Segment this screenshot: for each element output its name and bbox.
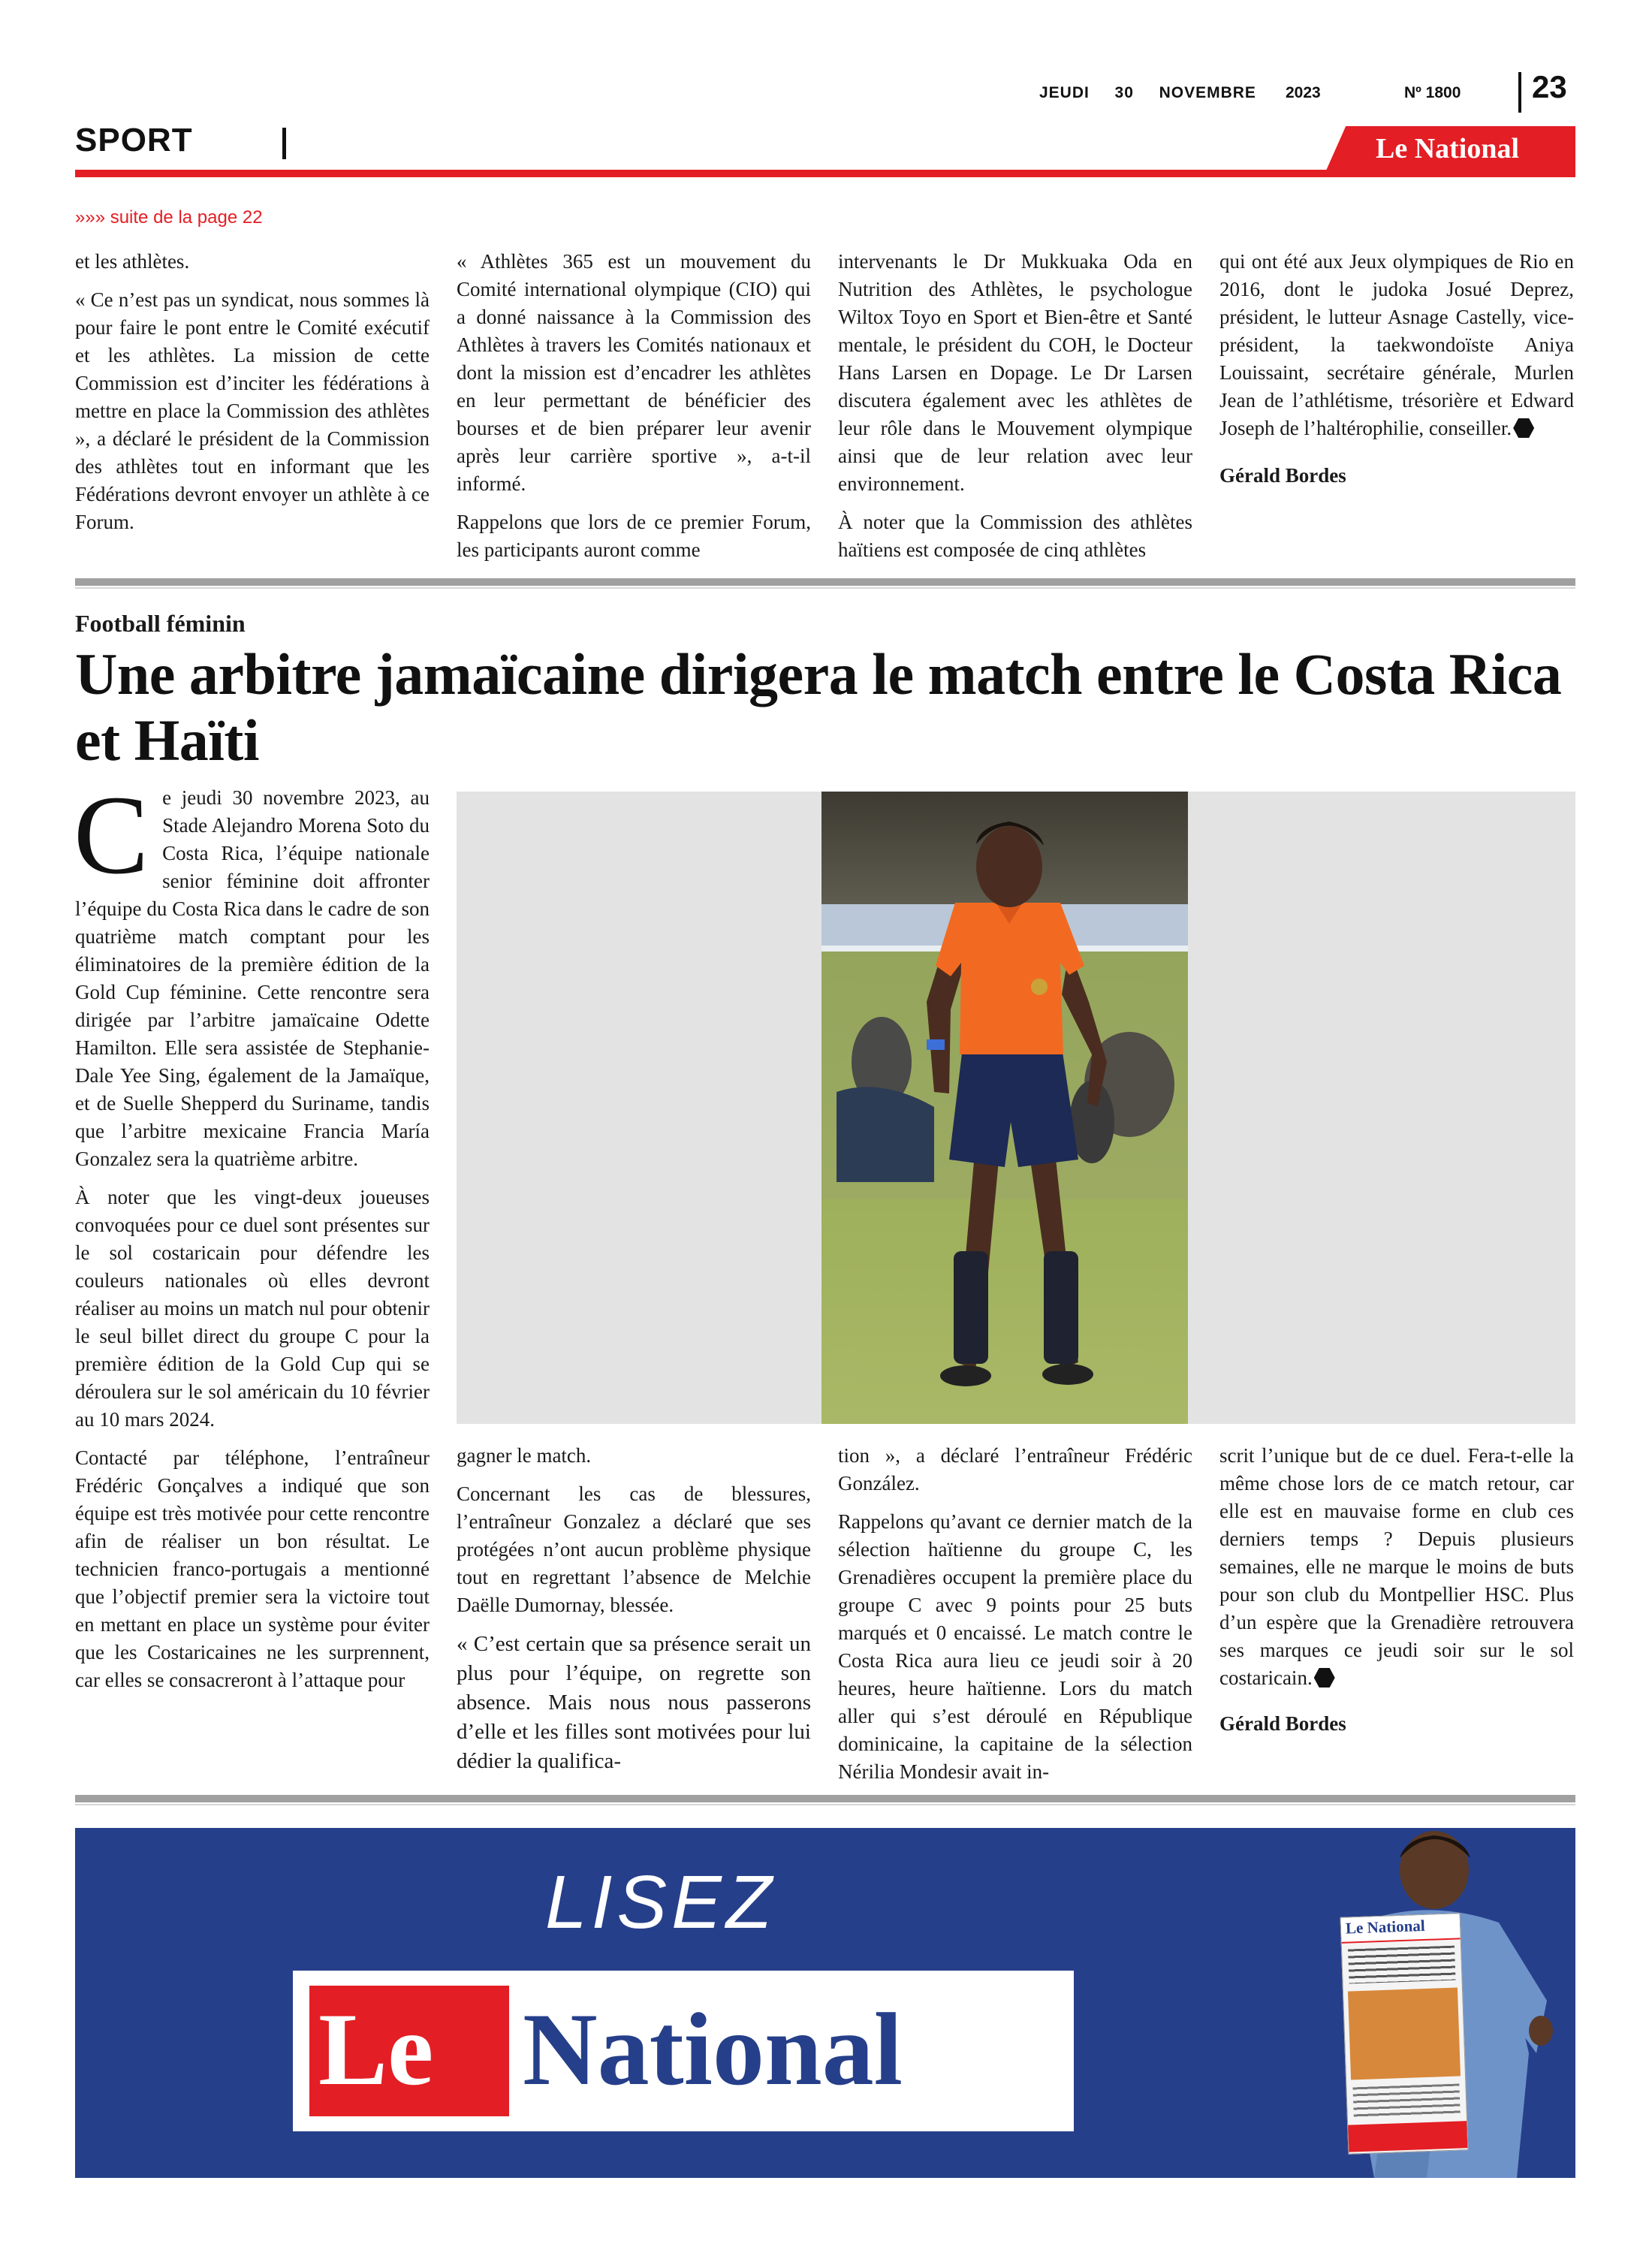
section-separator — [75, 1795, 1575, 1802]
ad-headline: LISEZ — [545, 1860, 776, 1944]
paragraph: gagner le match. — [457, 1444, 592, 1467]
paragraph: Contacté par téléphone, l’entraîneur Frédéric Gonçalves a indiqué que son équipe est très motivée pour cette rencontre afin de réaliser un bon résultat. Le technicien franco-portugais a mentionné que l’objectif premier sera la victoire tout en mettant en place un système pour éviter que les Costaricaines ne les surprennent, car elles se consacreront à l’attaque pour — [75, 1446, 430, 1691]
mini-paper-text-lines — [1348, 1946, 1456, 1984]
drop-cap: C — [74, 773, 149, 897]
top-article-column-1 — [75, 248, 430, 547]
mini-paper-masthead — [1341, 1914, 1461, 1943]
main-article-column-2 — [457, 1442, 811, 1787]
page-number: 23 — [1532, 69, 1567, 104]
mini-paper-photo — [1348, 1987, 1461, 2080]
ad-logo-le: Le — [318, 1992, 434, 2107]
top-article-column-4 — [1219, 248, 1574, 500]
mini-paper-title: Le National — [1345, 1916, 1426, 1938]
date-day: JEUDI — [1039, 84, 1090, 101]
end-of-article-icon — [1513, 418, 1534, 438]
date-month: NOVEMBRE — [1159, 84, 1256, 101]
page-number-divider — [1518, 72, 1521, 113]
paragraph: qui ont été aux Jeux olympiques de Rio en 2016, dont le judoka Josué Deprez, président, le lutteur Asnage Castelly, vice-président, la taekwondoïste Aniya Louissaint, secrétaire générale, Murlen Jean de l’athlétisme, trésorière et Edward Joseph de l’haltérophilie, conseiller. — [1219, 250, 1574, 439]
brand-tab-label: Le National — [1376, 133, 1520, 164]
paragraph: Rappelons que lors de ce premier Forum, les participants auront comme — [457, 511, 811, 561]
paragraph: Rappelons qu’avant ce dernier match de la sélection haïtienne du groupe C, les Grenadières occupent la première place du groupe C avec 9 points pour 25 buts marqués et 0 encaissé. Le match contre le Costa Rica aura lieu ce jeudi soir à 20 heures, heure haïtienne. Lors du match aller qui s’est déroulé en République dominicaine, la capitaine de la sélection Nérilia Mondesir avait in- — [838, 1510, 1192, 1783]
section-title: SPORT — [75, 122, 193, 158]
end-of-article-icon — [1314, 1668, 1335, 1687]
paragraph: À noter que la Commission des athlètes haïtiens est composée de cinq athlètes — [838, 511, 1192, 561]
continuation-note: »»» suite de la page 22 — [75, 207, 263, 228]
top-article-column-2 — [457, 248, 811, 575]
referee-photo — [821, 792, 1188, 1424]
ad-logo-national: National — [523, 1992, 903, 2107]
issue-date — [1039, 84, 1256, 102]
lead-paragraph: Ce jeudi 30 novembre 2023, au Stade Alejandro Morena Soto du Costa Rica, l’équipe nationale senior féminine doit affronter l’équipe du Costa Rica dans le cadre de son quatrième match comptant pour les éliminatoires de la première édition de la Gold Cup féminine. Cette rencontre sera dirigée par l’arbitre jamaïcaine Odette Hamilton. Elle sera assistée de Stephanie-Dale Yee Sing, également de la Jamaïque, et de Suelle Shepperd du Suriname, tandis que l’arbitre mexicaine Francia María Gonzalez sera la quatrième arbitre. — [74, 773, 430, 1170]
ad-logo — [293, 1971, 1074, 2131]
paragraph: scrit l’unique but de ce duel. Fera-t-elle la même chose lors de ce match retour, car elle est en mauvaise forme en club ces derniers temps ? Depuis plusieurs semaines, elle ne marque le moins de buts pour son club du Montpellier HSC. Plus d’un espère que la Grenadière retrouvera ses marques ce jeudi soir sur le sol costaricain. — [1219, 1444, 1574, 1689]
author-signature: Gérald Bordes — [1219, 1712, 1346, 1735]
mini-paper-red-band — [1348, 2121, 1467, 2152]
author-signature: Gérald Bordes — [1219, 464, 1346, 487]
issue-number: Nº 1800 — [1404, 84, 1461, 101]
paragraph: « Ce n’est pas un syndicat, nous sommes là pour faire le pont entre le Comité exécutif et les athlètes. La mission de cette Commission est d’inciter les fédérations à mettre en place la Commission des athlètes », a déclaré le président de la Commission des athlètes tout en informant que les Fédérations devront envoyer un athlète à ce Forum. — [75, 288, 430, 533]
advertisement-banner[interactable] — [75, 1828, 1575, 2178]
main-article-column-3 — [838, 1442, 1192, 1796]
paragraph: À noter que les vingt-deux joueuses convoquées pour ce duel sont présentes sur le sol costaricain pour défendre les couleurs nationales où elles devront réaliser au moins un match nul pour obtenir le seul billet direct du groupe C pour la première édition de la Gold Cup qui se déroulera sur le sol américain du 10 février au 10 mars 2024. — [75, 1186, 430, 1431]
paragraph: « Athlètes 365 est un mouvement du Comité international olympique (CIO) qui a donné naissance à la Commission des Athlètes à travers les Comités nationaux et dont la mission est d’encadrer les athlètes en leur permettant de bénéficier des bourses et de bien préparer leur avenir après leur carrière sportive », a-t-il informé. — [457, 250, 811, 495]
ad-mini-newspaper — [1340, 1913, 1469, 2154]
section-divider — [282, 128, 286, 159]
main-article-column-1 — [74, 773, 430, 1705]
paragraph: tion », a déclaré l’entraîneur Frédéric González. — [838, 1444, 1192, 1494]
mini-paper-text-lines — [1352, 2083, 1460, 2117]
paragraph: et les athlètes. — [75, 250, 190, 273]
main-article-column-4 — [1219, 1442, 1574, 1748]
paragraph: Concernant les cas de blessures, l’entraîneur Gonzalez a déclaré que ses protégées n’ont aucun problème physique tout en regrettant l’absence de Melchie Daëlle Dumornay, blessée. — [457, 1482, 811, 1616]
header-red-rule — [75, 170, 1575, 177]
article-headline: Une arbitre jamaïcaine dirigera le match entre le Costa Rica et Haïti — [75, 641, 1562, 773]
issue-year: 2023 — [1286, 84, 1321, 101]
quote-paragraph: « C’est certain que sa présence serait un plus pour l’équipe, on regrette son absence. Mais nous nous passerons d’elle et les filles sont motivées pour lui dédier la qualifica- — [457, 1632, 811, 1773]
top-article-column-3 — [838, 248, 1192, 575]
article-kicker: Football féminin — [75, 610, 246, 637]
section-separator — [75, 578, 1575, 586]
date-number: 30 — [1114, 84, 1134, 101]
paragraph: intervenants le Dr Mukkuaka Oda en Nutrition des Athlètes, le psychologue Wiltox Toyo en Sport et Bien-être et Santé mentale, le président du COH, le Docteur Hans Larsen en Dopage. Le Dr Larsen discutera également avec les athlètes de leur rôle dans le Mouvement olympique ainsi que de leur relation avec leur environnement. — [838, 250, 1192, 495]
